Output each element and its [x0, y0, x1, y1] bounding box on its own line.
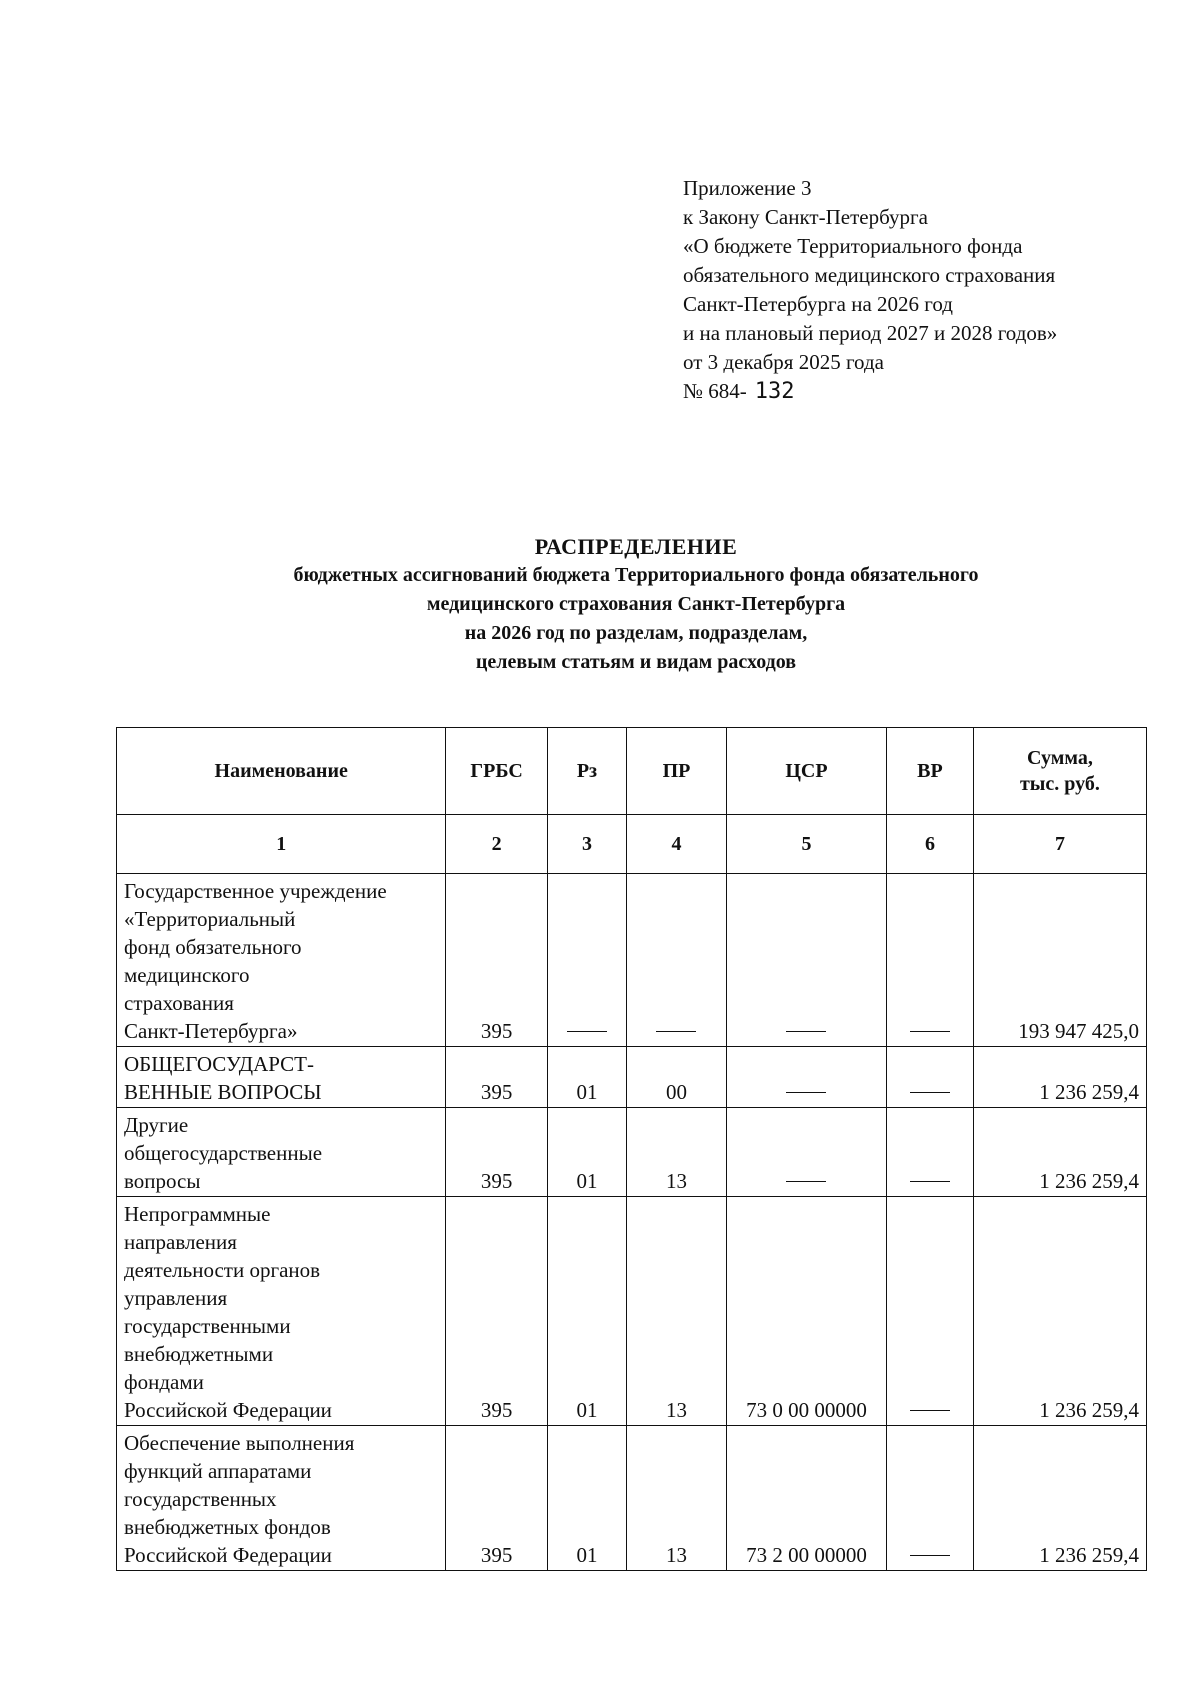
table-row [117, 1047, 1147, 1108]
cell-sum: 1 236 259,4 [973, 1047, 1146, 1108]
cell-vr [887, 1047, 974, 1108]
document-title [100, 532, 1172, 677]
cell-csr: 73 0 00 00000 [726, 1197, 886, 1426]
column-number: 3 [547, 815, 626, 874]
header-grbs: ГРБС [446, 728, 548, 815]
cell-csr [726, 1108, 886, 1197]
table-row [117, 874, 1147, 1047]
cell-sum: 193 947 425,0 [973, 874, 1146, 1047]
header-csr: ЦСР [726, 728, 886, 815]
appendix-line: Приложение 3 [683, 176, 812, 200]
cell-sum: 1 236 259,4 [973, 1426, 1146, 1571]
cell-pr [627, 874, 727, 1047]
dash-mark [786, 1181, 826, 1182]
cell-csr [726, 1047, 886, 1108]
cell-name: ОБЩЕГОСУДАРСТ- ВЕННЫЕ ВОПРОСЫ [117, 1047, 446, 1108]
cell-name: Непрограммные направления деятельности органов управления государственными внебюджетными фондами Российской Федерации [117, 1197, 446, 1426]
appendix-line: Санкт-Петербурга на 2026 год [683, 292, 953, 316]
cell-vr [887, 1108, 974, 1197]
dash-mark [656, 1031, 696, 1032]
column-number: 7 [973, 815, 1146, 874]
cell-sum: 1 236 259,4 [973, 1197, 1146, 1426]
cell-grbs: 395 [446, 1047, 548, 1108]
appendix-line: к Закону Санкт-Петербурга [683, 205, 928, 229]
dash-mark [567, 1031, 607, 1032]
dash-mark [910, 1092, 950, 1093]
table-row [117, 1426, 1147, 1571]
dash-mark [910, 1031, 950, 1032]
header-pr: ПР [627, 728, 727, 815]
cell-pr: 13 [627, 1426, 727, 1571]
header-vr: ВР [887, 728, 974, 815]
law-number-handwritten: 132 [754, 379, 795, 404]
column-number: 2 [446, 815, 548, 874]
title-line: бюджетных ассигнований бюджета Территориального фонда обязательного [293, 564, 979, 586]
cell-rz: 01 [547, 1047, 626, 1108]
column-number: 5 [726, 815, 886, 874]
appendix-block [683, 174, 1057, 406]
header-sum [973, 728, 1146, 815]
appendix-line: от 3 декабря 2025 года [683, 350, 884, 374]
dash-mark [786, 1031, 826, 1032]
title-main: РАСПРЕДЕЛЕНИЕ [534, 534, 738, 559]
header-name: Наименование [117, 728, 446, 815]
title-line: целевым статьям и видам расходов [475, 651, 797, 673]
appendix-line: и на плановый период 2027 и 2028 годов» [683, 321, 1058, 345]
dash-mark [910, 1181, 950, 1182]
cell-name: Государственное учреждение «Территориальный фонд обязательного медицинского страхования Санкт-Петербурга» [117, 874, 446, 1047]
cell-grbs: 395 [446, 1426, 548, 1571]
cell-pr: 00 [627, 1047, 727, 1108]
cell-rz: 01 [547, 1197, 626, 1426]
law-number [683, 377, 1057, 406]
dash-mark [910, 1555, 950, 1556]
cell-rz [547, 874, 626, 1047]
cell-grbs: 395 [446, 1108, 548, 1197]
header-rz: Рз [547, 728, 626, 815]
column-number-row [117, 815, 1147, 874]
cell-pr: 13 [627, 1197, 727, 1426]
header-sum-line1: Сумма, [1027, 747, 1093, 769]
appendix-line: обязательного медицинского страхования [683, 263, 1056, 287]
column-number: 1 [117, 815, 446, 874]
header-sum-line2: тыс. руб. [1019, 773, 1100, 795]
column-number: 6 [887, 815, 974, 874]
cell-grbs: 395 [446, 1197, 548, 1426]
dash-mark [910, 1410, 950, 1411]
cell-name: Другие общегосударственные вопросы [117, 1108, 446, 1197]
cell-rz: 01 [547, 1426, 626, 1571]
cell-rz: 01 [547, 1108, 626, 1197]
cell-vr [887, 1197, 974, 1426]
cell-sum: 1 236 259,4 [973, 1108, 1146, 1197]
title-line: медицинского страхования Санкт-Петербурга [426, 593, 846, 615]
cell-csr [726, 874, 886, 1047]
header-row [117, 728, 1147, 815]
title-line: на 2026 год по разделам, подразделам, [464, 622, 808, 644]
cell-vr [887, 874, 974, 1047]
dash-mark [786, 1092, 826, 1093]
table-row [117, 1197, 1147, 1426]
column-number: 4 [627, 815, 727, 874]
table-row [117, 1108, 1147, 1197]
cell-csr: 73 2 00 00000 [726, 1426, 886, 1571]
cell-vr [887, 1426, 974, 1571]
budget-table [116, 727, 1147, 1571]
cell-grbs: 395 [446, 874, 548, 1047]
law-number-prefix: № 684- [683, 379, 747, 403]
budget-rows [117, 874, 1147, 1571]
cell-name: Обеспечение выполнения функций аппаратами государственных внебюджетных фондов Российской Федерации [117, 1426, 446, 1571]
cell-pr: 13 [627, 1108, 727, 1197]
appendix-line: «О бюджете Территориального фонда [683, 234, 1023, 258]
